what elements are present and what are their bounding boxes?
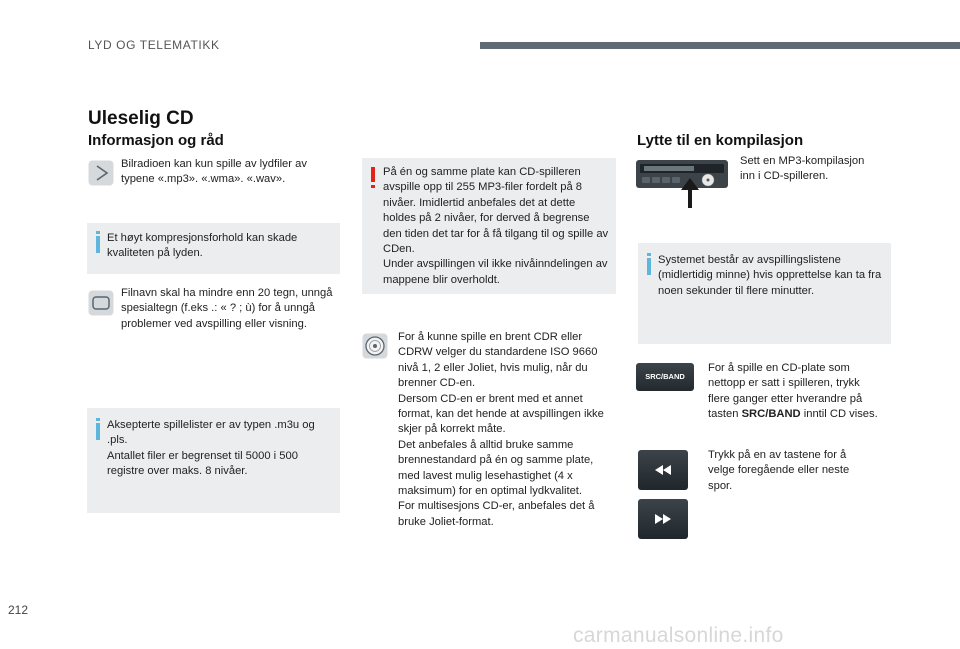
page-title: Uleselig CD [88,108,194,129]
info-system-text: Systemet består av avspillingslistene (midlertidig minne) hvis opprettelse kan ta fra noen sekunder til flere minutter. [658,254,882,297]
prev-next-text: Trykk på en av tastene for å velge foregående eller neste spor. [708,449,850,492]
play-icon [88,160,114,191]
rewind-icon [655,465,671,475]
header-bar [480,42,960,49]
right-heading: Lytte til en kompilasjon [637,132,804,149]
cd-disc-icon [362,333,388,364]
info-icon [96,236,100,253]
left-heading: Informasjon og råd [88,132,224,149]
play-text: Bilradioen kan kun spille av lydfiler av typene «.mp3». «.wma». «.wav». [121,158,307,186]
previous-track-button[interactable] [638,450,688,490]
section-header: LYD OG TELEMATIKK [88,38,220,52]
info-playlists-text: Aksepterte spillelister er av typen .m3u og .pls. Antallet filer er begrenset til 5000 i 500 registre over maks. 8 nivåer. [107,419,315,478]
cdr-text: For å kunne spille en brent CDR eller CDRW velger du standardene ISO 9660 nivå 1, 2 eller Joliet, hvis mulig, når du brenner CD-en. Dersom CD-en er brent med et annet format, kan det hende at avspillingen ikke skjer på korrekt måte. Det anbefales å alltid bruke samme brennestandard på én og samme plate, med lavest mulig lesehastighet (4 x maksimum) for en optimal lydkvalitet. For multisesjons CD-er, anbefales det å bruke Joliet-format. [398,331,604,528]
page-number: 212 [8,603,29,617]
fast-forward-icon [655,514,671,524]
info-icon [96,423,100,440]
warning-icon [371,167,375,182]
info-box-playlists [87,408,340,513]
display-icon [88,290,114,321]
src-text [708,361,880,423]
warning-text: På én og samme plate kan CD-spilleren avspille opp til 255 MP3-filer fordelt på 8 nivåer. Imidlertid anbefales det at dette holdes på 2 nivåer, for derved å begrense den tiden det tar for å få tilgang til og spille av CDen. Under avspillingen vil ikke nivåinndelingen av mappene blir overholdt. [383,166,609,286]
next-track-button[interactable] [638,499,688,539]
watermark: carmanualsonline.info [573,624,784,647]
src-text-after: inntil CD vises. [800,408,878,421]
insert-text: Sett en MP3-kompilasjon inn i CD-spilleren. [740,155,865,183]
info-icon [647,258,651,275]
cd-player-image [636,156,728,208]
info-compression-text: Et høyt kompresjonsforhold kan skade kvaliteten på lyden. [107,232,298,260]
src-band-label: SRC/BAND [645,372,685,381]
info-box-compression [87,223,340,274]
info-box-system [638,243,891,344]
src-key: SRC/BAND [741,408,801,421]
warning-box [362,158,616,294]
src-text-before: For å spille en CD-plate som nettopp er satt i spilleren, trykk flere ganger etter hverandre på tasten [708,362,863,421]
filename-text: Filnavn skal ha mindre enn 20 tegn, unngå spesialtegn (f.eks .: « ? ; ù) for å unngå problemer ved avspilling eller visning. [121,287,333,330]
src-band-button[interactable] [636,363,694,391]
